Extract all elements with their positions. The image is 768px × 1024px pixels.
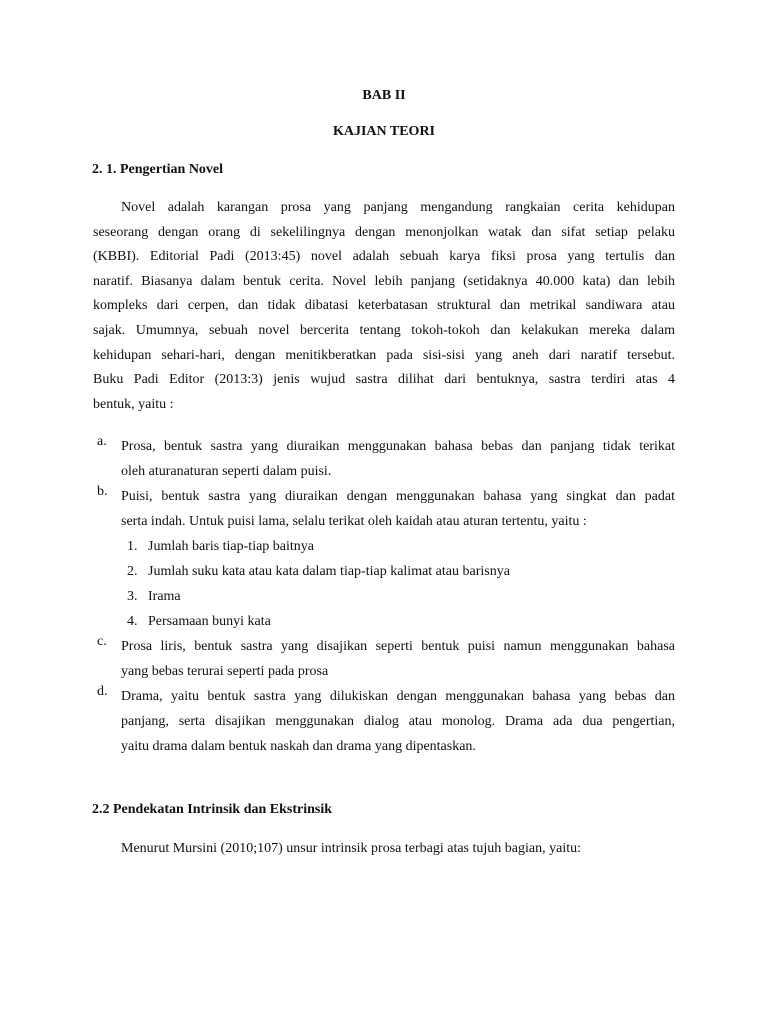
paragraph-line: (KBBI). Editorial Padi (2013:45) novel adalah sebuah karya fiksi prosa yang tertulis dan: [93, 249, 675, 265]
sublist-marker: 2.: [127, 564, 138, 579]
section-heading-2: 2.2 Pendekatan Intrinsik dan Ekstrinsik: [92, 802, 333, 817]
sublist-item: [93, 584, 675, 609]
paragraph-line: Buku Padi Editor (2013:3) jenis wujud sastra dilihat dari bentuknya, sastra terdiri atas 4: [93, 372, 675, 388]
sastra-forms-list: [93, 434, 675, 759]
list-item-line: Prosa liris, bentuk sastra yang disajikan seperti bentuk puisi namun menggunakan bahasa: [121, 639, 675, 654]
list-item-line: panjang, serta disajikan menggunakan dialog atau monolog. Drama ada dua pengertian,: [121, 714, 675, 729]
sublist-item: [93, 559, 675, 584]
list-item-a: [93, 434, 675, 484]
paragraph-line: bentuk, yaitu :: [93, 396, 174, 412]
sublist-marker: 3.: [127, 589, 138, 604]
sublist-text: Persamaan bunyi kata: [148, 614, 271, 629]
sublist-text: Jumlah suku kata atau kata dalam tiap-tiap kalimat atau barisnya: [148, 564, 510, 579]
sublist-item: [93, 609, 675, 634]
chapter-title: KAJIAN TEORI: [332, 124, 436, 139]
list-item-line: Prosa, bentuk sastra yang diuraikan menggunakan bahasa bebas dan panjang tidak terikat: [121, 439, 675, 454]
section-1-paragraph: [93, 196, 675, 417]
list-item-line: yang bebas terurai seperti pada prosa: [121, 664, 329, 679]
section-2-paragraph: [93, 837, 675, 862]
section-heading-1: 2. 1. Pengertian Novel: [92, 162, 224, 177]
sublist-text: Jumlah baris tiap-tiap baitnya: [148, 539, 315, 554]
paragraph-line: kehidupan sehari-hari, dengan menitikberatkan pada sisi-sisi yang aneh dari naratif tersebut.: [93, 347, 675, 363]
list-marker: d.: [97, 684, 108, 699]
list-item-line: oleh aturanaturan seperti dalam puisi.: [121, 464, 332, 479]
paragraph-line: naratif. Biasanya dalam bentuk cerita. Novel lebih panjang (setidaknya 40.000 kata) dan lebih: [93, 273, 675, 289]
sublist-marker: 4.: [127, 614, 138, 629]
list-item-line: Drama, yaitu bentuk sastra yang dilukiskan dengan menggunakan bahasa yang bebas dan: [121, 689, 675, 704]
chapter-number: BAB II: [362, 88, 406, 103]
paragraph-line: seseorang dengan orang di sekelilingnya dengan menonjolkan watak dan sifat setiap pelaku: [93, 224, 675, 240]
sublist-item: [93, 534, 675, 559]
sublist-marker: 1.: [127, 539, 138, 554]
list-marker: a.: [97, 434, 107, 449]
paragraph-line: kompleks dari cerpen, dan tidak dibatasi keterbatasan struktural dan metrikal sandiwara atau: [93, 298, 675, 314]
paragraph-line: sajak. Umumnya, sebuah novel bercerita tentang tokoh-tokoh dan kelakukan mereka dalam: [93, 322, 675, 338]
list-item-d: [93, 684, 675, 759]
list-marker: c.: [97, 634, 107, 649]
list-marker: b.: [97, 484, 108, 499]
list-item-c: [93, 634, 675, 684]
sublist-text: Irama: [148, 589, 181, 604]
paragraph-line: Menurut Mursini (2010;107) unsur intrinsik prosa terbagi atas tujuh bagian, yaitu:: [121, 841, 581, 856]
list-item-line: yaitu drama dalam bentuk naskah dan drama yang dipentaskan.: [121, 739, 476, 754]
list-item-line: serta indah. Untuk puisi lama, selalu terikat oleh kaidah atau aturan tertentu, yaitu :: [121, 514, 587, 529]
list-item-line: Puisi, bentuk sastra yang diuraikan dengan menggunakan bahasa yang singkat dan padat: [121, 489, 675, 504]
paragraph-line: Novel adalah karangan prosa yang panjang mengandung rangkaian cerita kehidupan: [121, 200, 675, 215]
list-item-b: [93, 484, 675, 634]
